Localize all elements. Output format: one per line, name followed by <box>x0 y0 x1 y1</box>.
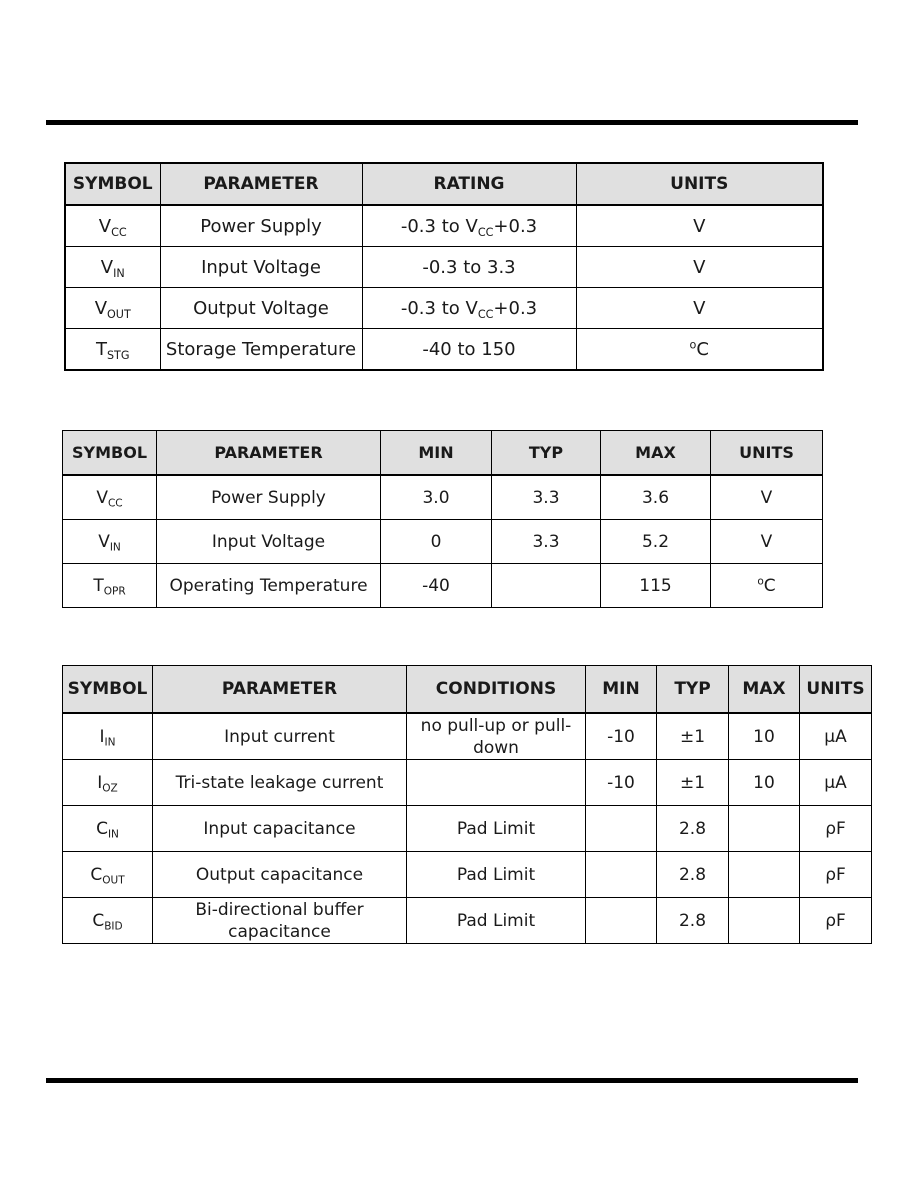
units-cell: µA <box>800 713 872 760</box>
ratings-table <box>64 162 824 371</box>
column-header: MIN <box>381 431 492 476</box>
symbol-cell: $V_{CC}$ <box>63 475 157 520</box>
typ-cell: 2.8 <box>657 852 729 898</box>
column-header: RATING <box>362 163 576 205</box>
parameter-cell: Tri-state leakage current <box>153 760 407 806</box>
min-cell <box>586 852 657 898</box>
units-cell: $^o$C <box>711 564 823 608</box>
min-cell: -10 <box>586 713 657 760</box>
min-cell: 3.0 <box>381 475 492 520</box>
symbol-cell: $T_{STG}$ <box>65 329 160 371</box>
units-cell: V <box>576 205 823 247</box>
column-header: SYMBOL <box>63 431 157 476</box>
max-cell: 10 <box>729 760 800 806</box>
symbol-cell: $I_{OZ}$ <box>63 760 153 806</box>
column-header: UNITS <box>576 163 823 205</box>
table-row <box>65 288 823 329</box>
table-header-row <box>63 431 823 476</box>
parameter-cell: Bi-directional buffer capacitance <box>153 898 407 944</box>
column-header: SYMBOL <box>63 666 153 714</box>
dc-characteristics-table <box>62 665 872 944</box>
parameter-cell: Storage Temperature <box>160 329 362 371</box>
units-cell: $^o$C <box>576 329 823 371</box>
conditions-cell: Pad Limit <box>407 806 586 852</box>
max-cell: 10 <box>729 713 800 760</box>
typ-cell: ±1 <box>657 713 729 760</box>
units-cell: ρF <box>800 806 872 852</box>
units-cell: V <box>576 247 823 288</box>
symbol-cell: $V_{IN}$ <box>65 247 160 288</box>
column-header: MIN <box>586 666 657 714</box>
column-header: SYMBOL <box>65 163 160 205</box>
symbol-cell: $V_{CC}$ <box>65 205 160 247</box>
min-cell: -10 <box>586 760 657 806</box>
table-row <box>63 806 872 852</box>
top-rule <box>46 120 858 125</box>
rating-cell: -0.3 to $V_{CC}+0.3$ <box>362 288 576 329</box>
table-row <box>63 475 823 520</box>
parameter-cell: Power Supply <box>160 205 362 247</box>
column-header: MAX <box>601 431 711 476</box>
column-header: UNITS <box>711 431 823 476</box>
table-row <box>63 713 872 760</box>
max-cell: 3.6 <box>601 475 711 520</box>
typ-cell <box>492 564 601 608</box>
units-cell: V <box>711 475 823 520</box>
rating-cell: -0.3 to $V_{CC}+0.3$ <box>362 205 576 247</box>
typ-cell: 3.3 <box>492 520 601 564</box>
parameter-cell: Power Supply <box>157 475 381 520</box>
table-row <box>63 564 823 608</box>
column-header: UNITS <box>800 666 872 714</box>
conditions-cell: no pull-up or pull-down <box>407 713 586 760</box>
symbol-cell: $V_{IN}$ <box>63 520 157 564</box>
typ-cell: ±1 <box>657 760 729 806</box>
table-row <box>63 520 823 564</box>
max-cell: 5.2 <box>601 520 711 564</box>
column-header: TYP <box>657 666 729 714</box>
conditions-cell: Pad Limit <box>407 852 586 898</box>
parameter-cell: Output capacitance <box>153 852 407 898</box>
column-header: MAX <box>729 666 800 714</box>
parameter-cell: Input Voltage <box>157 520 381 564</box>
symbol-cell: $C_{BID}$ <box>63 898 153 944</box>
min-cell <box>586 898 657 944</box>
table-row <box>63 852 872 898</box>
parameter-cell: Output Voltage <box>160 288 362 329</box>
column-header: PARAMETER <box>160 163 362 205</box>
parameter-cell: Operating Temperature <box>157 564 381 608</box>
typ-cell: 2.8 <box>657 806 729 852</box>
parameter-cell: Input Voltage <box>160 247 362 288</box>
column-header: PARAMETER <box>157 431 381 476</box>
table-row <box>65 205 823 247</box>
min-cell: 0 <box>381 520 492 564</box>
symbol-cell: $I_{IN}$ <box>63 713 153 760</box>
parameter-cell: Input current <box>153 713 407 760</box>
table-header-row <box>63 666 872 714</box>
typ-cell: 3.3 <box>492 475 601 520</box>
symbol-cell: $V_{OUT}$ <box>65 288 160 329</box>
table-row <box>65 247 823 288</box>
max-cell <box>729 806 800 852</box>
table-row <box>63 898 872 944</box>
column-header: CONDITIONS <box>407 666 586 714</box>
min-cell <box>586 806 657 852</box>
bottom-rule <box>46 1078 858 1083</box>
min-cell: -40 <box>381 564 492 608</box>
column-header: TYP <box>492 431 601 476</box>
operating-conditions-table <box>62 430 823 608</box>
units-cell: ρF <box>800 852 872 898</box>
table-header-row <box>65 163 823 205</box>
max-cell <box>729 852 800 898</box>
symbol-cell: $T_{OPR}$ <box>63 564 157 608</box>
table-row <box>65 329 823 371</box>
units-cell: V <box>576 288 823 329</box>
table-row <box>63 760 872 806</box>
max-cell: 115 <box>601 564 711 608</box>
symbol-cell: $C_{IN}$ <box>63 806 153 852</box>
max-cell <box>729 898 800 944</box>
symbol-cell: $C_{OUT}$ <box>63 852 153 898</box>
rating-cell: -40 to 150 <box>362 329 576 371</box>
units-cell: V <box>711 520 823 564</box>
conditions-cell <box>407 760 586 806</box>
units-cell: ρF <box>800 898 872 944</box>
rating-cell: -0.3 to 3.3 <box>362 247 576 288</box>
units-cell: µA <box>800 760 872 806</box>
conditions-cell: Pad Limit <box>407 898 586 944</box>
parameter-cell: Input capacitance <box>153 806 407 852</box>
column-header: PARAMETER <box>153 666 407 714</box>
typ-cell: 2.8 <box>657 898 729 944</box>
